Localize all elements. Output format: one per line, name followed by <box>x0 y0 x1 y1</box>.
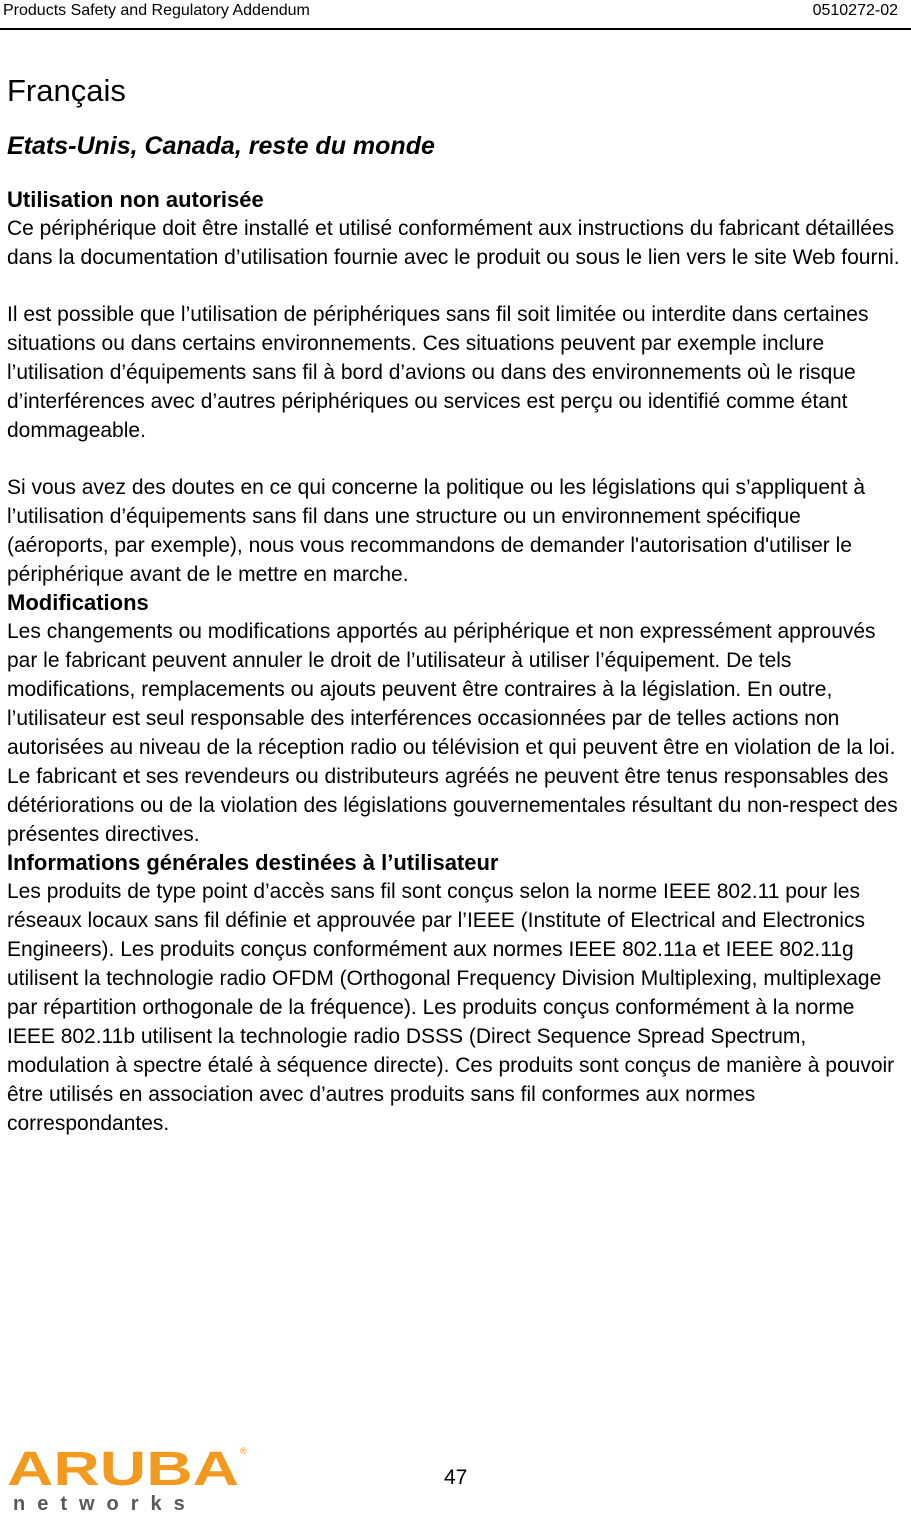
section-title-general-info: Informations générales destinées à l’utilisateur <box>7 850 499 875</box>
page-content <box>7 72 905 1138</box>
section-title-unauthorized-use: Utilisation non autorisée <box>7 187 264 212</box>
document-number: 0510272-02 <box>812 2 898 19</box>
registered-mark-icon: ® <box>240 1446 247 1456</box>
section-title-modifications: Modifications <box>7 590 149 615</box>
document-title: Products Safety and Regulatory Addendum <box>3 2 310 19</box>
aruba-networks-logo <box>5 1440 250 1515</box>
paragraph-unauthorized-2: Il est possible que l’utilisation de périphériques sans fil soit limitée ou interdite dans certaines situations ou dans certains environnements. Ces situations peuvent par exemple inclure l’utilisation d’équipements sans fil à bord d’avions ou dans des environnements où le risque d’interférences avec d’autres périphériques ou services est perçu ou identifié comme étant dommageable. <box>7 303 869 442</box>
paragraph-general-info-1: Les produits de type point d’accès sans fil sont conçus selon la norme IEEE 802.11 pour les réseaux locaux sans fil définie et approuvée par l’IEEE (Institute of Electrical and Electronics Engineers). Les produits conçus conformément aux normes IEEE 802.11a et IEEE 802.11g utilisent la technologie radio OFDM (Orthogonal Frequency Division Multiplexing, multiplexage par répartition orthogonale de la fréquence). Les produits conçus conformément à la norme IEEE 802.11b utilisent la technologie radio DSSS (Direct Sequence Spread Spectrum, modulation à spectre étalé à séquence directe). Ces produits sont conçus de manière à pouvoir être utilisés en association avec d’autres produits sans fil conformes aux normes correspondantes. <box>7 880 895 1135</box>
page-header <box>0 0 911 30</box>
logo-tagline: networks <box>13 1493 197 1515</box>
page-number: 47 <box>444 1466 468 1489</box>
logo-wordmark: ARUBA <box>7 1443 240 1496</box>
region-heading: Etats-Unis, Canada, reste du monde <box>7 132 435 160</box>
paragraph-modifications-1: Les changements ou modifications apportés au périphérique et non expressément approuvés par le fabricant peuvent annuler le droit de l’utilisateur à utiliser l’équipement. De tels modifications, remplacements ou ajouts peuvent être contraires à la législation. En outre, l’utilisateur est seul responsable des interférences occasionnées par de telles actions non autorisées au niveau de la réception radio ou télévision et qui peuvent être en violation de la loi. Le fabricant et ses revendeurs ou distributeurs agréés ne peuvent être tenus responsables des détériorations ou de la violation des législations gouvernementales résultant du non-respect des présentes directives. <box>7 620 898 846</box>
paragraph-unauthorized-3: Si vous avez des doutes en ce qui concerne la politique ou les législations qui s’appliquent à l’utilisation d’équipements sans fil dans une structure ou un environnement spécifique (aéroports, par exemple), nous vous recommandons de demander l'autorisation d'utiliser le périphérique avant de le mettre en marche. <box>7 476 866 586</box>
paragraph-unauthorized-1: Ce périphérique doit être installé et utilisé conformément aux instructions du fabricant détaillées dans la documentation d’utilisation fournie avec le produit ou sous le lien vers le site Web fourni. <box>7 217 900 269</box>
language-heading: Français <box>7 73 126 108</box>
